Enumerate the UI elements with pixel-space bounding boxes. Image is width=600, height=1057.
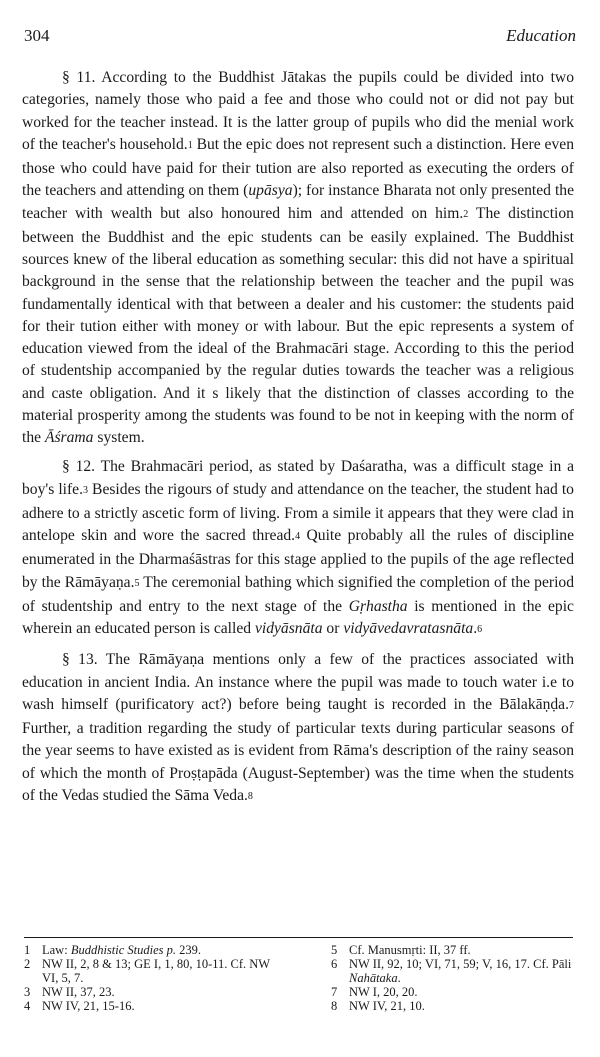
- footnote-ref: 6: [477, 624, 483, 635]
- text-run: 239.: [176, 943, 202, 957]
- paragraph-text: [22, 69, 574, 446]
- footnote-5: [331, 943, 576, 957]
- italic-term: Nahātaka: [349, 971, 398, 985]
- footnote-2: [24, 957, 274, 985]
- text-run: Quite probably all the rules of discipline enumerated in the Dharmaśāstras for this stage applied to the pupils of the age reflected by the Rāmāyaṇa.: [22, 527, 575, 591]
- italic-term: Buddhistic Studies p.: [70, 943, 177, 957]
- text-run: ); for instance Bharata not only presented the teacher with wealth but also honoured him and attended on him.: [22, 182, 574, 222]
- running-head: Education: [506, 26, 576, 45]
- footnote-ref: 3: [83, 484, 88, 496]
- footnote-number: 8: [331, 999, 338, 1013]
- footnote-text: [349, 957, 576, 985]
- footnotes-left-column: [24, 943, 274, 1013]
- text-run: NW IV, 21, 10.: [349, 999, 425, 1013]
- footnote-text: [349, 999, 576, 1013]
- text-run: Besides the rigours of study and attendance on the teacher, the student had to adhere to a strictly ascetic form of living. From a simile it appears that they were clad in antelope skin and wore the sacred thread.: [22, 480, 574, 544]
- footnote-ref: 2: [463, 208, 469, 220]
- page-header: [24, 26, 576, 50]
- italic-term: vidyāvedavratasnāta: [343, 620, 474, 637]
- section-mark: § 12.: [62, 458, 96, 476]
- text-run: or: [322, 620, 344, 637]
- text-run: The ceremonial bathing which signified the completion of the period of studentship and entry to the next stage of the: [22, 573, 574, 615]
- footnote-text: [349, 943, 576, 957]
- body-text: [22, 67, 574, 816]
- italic-term: vidyāsnāta: [254, 620, 323, 637]
- text-run: The Rāmāyaṇa mentions only a few of the practices associated with education in ancient India. An instance where the pupil was made to touch water i.e to wash himself (purificatory act?) before being taught is recorded in the Bālakāṇḍa.: [22, 651, 575, 713]
- italic-term: Gṛhastha: [348, 597, 408, 615]
- paragraph-text: [22, 651, 574, 804]
- text-run: NW IV, 21, 15-16.: [42, 999, 135, 1013]
- footnote-ref: 1: [187, 139, 193, 151]
- paragraph-section-13: [22, 649, 574, 809]
- section-mark: § 13.: [62, 651, 98, 669]
- text-run: The Brahmacāri period, as stated by Daśaratha, was a difficult stage in a boy's life.: [22, 458, 574, 498]
- text-run: According to the Buddhist Jātakas the pupils could be divided into two categories, namely those who paid a fee and those who could not or did not pay but worked for the teacher instead. It is the latter group of pupils who did the menial work of the teacher's household.: [22, 69, 574, 153]
- footnote-text: [42, 943, 274, 957]
- paragraph-text: [22, 458, 574, 637]
- footnote-number: 1: [24, 943, 31, 957]
- footnote-number: 2: [24, 957, 31, 971]
- footnote-text: [42, 999, 274, 1013]
- footnote-6: [331, 957, 576, 985]
- footnote-3: [24, 985, 274, 999]
- text-run: Cf. Manusmṛti: II, 37 ff.: [349, 943, 471, 957]
- footnote-1: [24, 943, 274, 957]
- footnote-number: 6: [331, 957, 338, 971]
- text-run: NW II, 37, 23.: [42, 985, 115, 999]
- footnote-text: [42, 957, 274, 985]
- text-run: Law:: [42, 943, 71, 957]
- paragraph-section-12: [22, 456, 574, 642]
- footnote-number: 7: [331, 985, 338, 999]
- footnotes-right-column: [331, 943, 576, 1013]
- footnote-4: [24, 999, 274, 1013]
- text-run: system.: [93, 429, 145, 446]
- paragraph-section-11: [22, 67, 574, 449]
- footnote-7: [331, 985, 576, 999]
- text-run: NW II, 92, 10; VI, 71, 59; V, 16, 17. Cf. Pāli: [349, 957, 572, 971]
- italic-term: Āśrama: [44, 429, 94, 446]
- footnote-text: [42, 985, 274, 999]
- footnote-divider: [24, 937, 573, 938]
- footnote-number: 3: [24, 985, 31, 999]
- text-run: NW I, 20, 20.: [349, 985, 418, 999]
- footnote-ref: 4: [295, 531, 301, 542]
- text-run: But the epic does not represent such a distinction. Here even those who could have paid for their tution are also reported as executing the orders of the teachers and attending on them (: [22, 135, 574, 200]
- text-run: .: [397, 971, 401, 985]
- footnote-text: [349, 985, 576, 999]
- footnote-ref: 8: [247, 790, 253, 802]
- footnote-ref: 5: [134, 577, 140, 589]
- footnote-number: 4: [24, 999, 31, 1013]
- page-number: 304: [24, 26, 50, 45]
- footnote-ref: 7: [569, 699, 574, 711]
- text-run: .: [473, 620, 478, 637]
- footnote-number: 5: [331, 943, 338, 957]
- italic-term: upāsya: [248, 182, 293, 200]
- text-run: Further, a tradition regarding the study of particular texts during particular seasons of the year seems to have existed as is evident from Rāma's description of the rainy season of which the month of Proṣṭapāda (August-September) was the time when the students of the Vedas studied the Sāma Veda.: [22, 720, 574, 804]
- text-run: is mentioned in the epic wherein an educated person is called: [22, 597, 574, 637]
- text-run: The distinction between the Buddhist and the epic students can be easily explained. The Buddhist sources knew of the liberal education as something secular: this did not have a spiritual background in the sense that the relationship between the teacher and the pupil was fundamentally identical with that between a dealer and his customer: the students paid for their tution either with money or with labour. But the epic represents a system of education viewed from the ideal of the Brahmacāri stage. According to this the period of studentship accompanied by the regular duties towards the teacher was a religious and caste obligation. And it s likely that the distinction of classes according to the material prosperity among the students was found to be not in keeping with the norm of the: [22, 204, 574, 446]
- section-mark: § 11.: [62, 69, 96, 86]
- footnote-8: [331, 999, 576, 1013]
- text-run: NW II, 2, 8 & 13; GE I, 1, 80, 10-11. Cf. NW VI, 5, 7.: [42, 957, 270, 985]
